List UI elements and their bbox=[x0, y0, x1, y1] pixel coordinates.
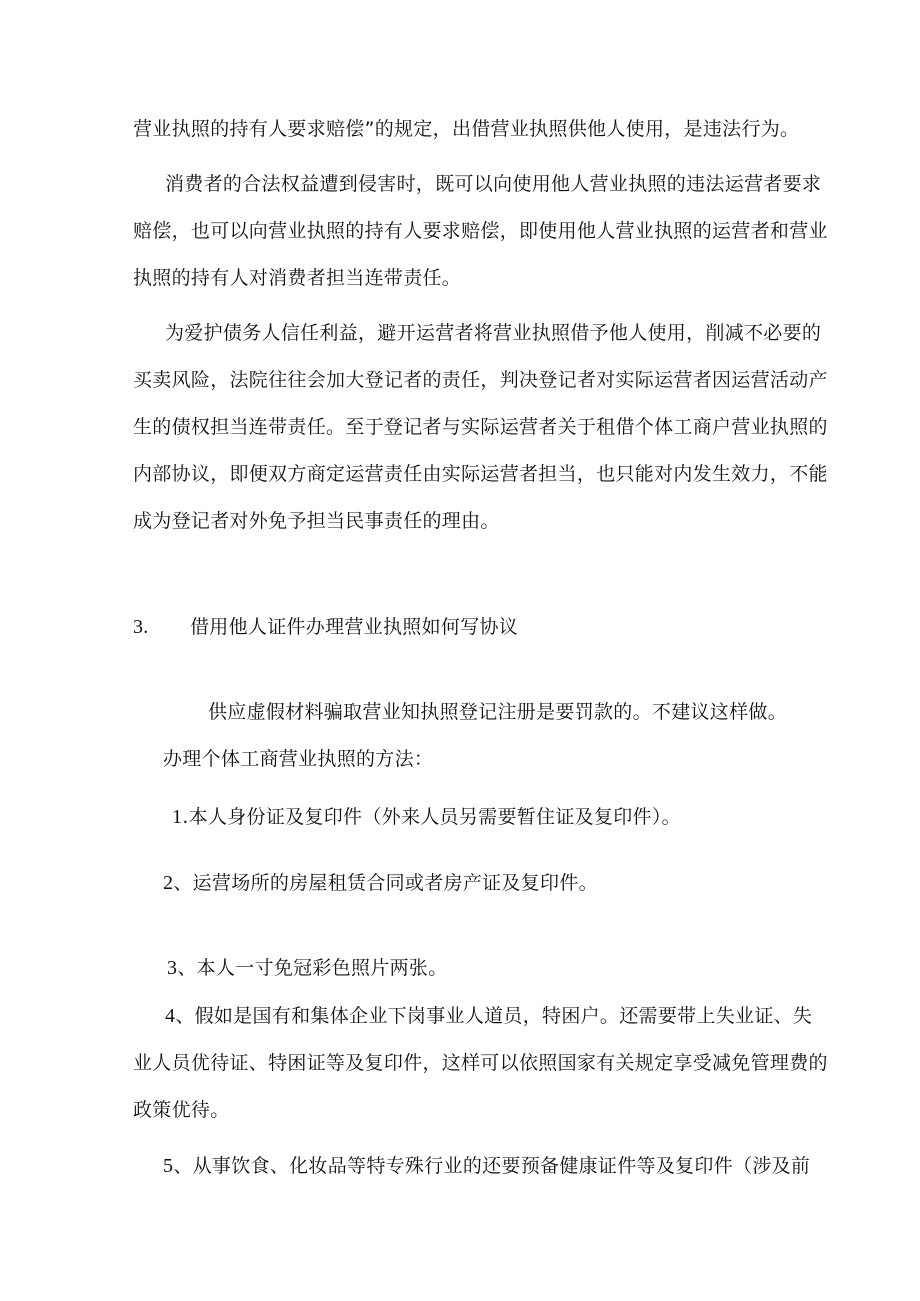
list-item-text: 、运营场所的房屋租赁合同或者房产证及复印件。 bbox=[173, 872, 598, 894]
list-item bbox=[163, 870, 598, 896]
list-item-continuation: 政策优待。 bbox=[133, 1099, 230, 1121]
list-item-number: 3 bbox=[167, 957, 178, 979]
paragraph-line: 供应虚假材料骗取营业知执照登记注册是要罚款的。不建议这样做。 bbox=[208, 701, 788, 723]
list-item-number: 5 bbox=[163, 1155, 174, 1177]
paragraph-line: 执照的持有人对消费者担当连带责任。 bbox=[133, 267, 462, 289]
list-item-number: 4 bbox=[165, 1005, 176, 1027]
section-number: 3. bbox=[133, 616, 149, 638]
paragraph-line: 买卖风险，法院往往会加大登记者的责任，判决登记者对实际运营者因运营活动产 bbox=[133, 369, 828, 391]
list-item-text: .本人身份证及复印件（外来人员另需要暂住证及复印件）。 bbox=[182, 806, 681, 828]
paragraph-line: 营业执照的持有人要求赔偿”的规定，出借营业执照供他人使用，是违法行为。 bbox=[133, 118, 800, 140]
section-title: 借用他人证件办理营业执照如何写协议 bbox=[190, 616, 519, 638]
list-item-number: 2 bbox=[163, 872, 174, 894]
list-item-text: 、本人一寸免冠彩色照片两张。 bbox=[177, 957, 448, 979]
paragraph-line: 赔偿，也可以向营业执照的持有人要求赔偿，即使用他人营业执照的运营者和营业 bbox=[133, 220, 828, 242]
list-item bbox=[172, 804, 681, 830]
list-item-text: 、从事饮食、化妆品等特专殊行业的还要预备健康证件等及复印件（涉及前 bbox=[173, 1155, 811, 1177]
paragraph-line: 办理个体工商营业执照的方法： bbox=[163, 748, 434, 770]
list-item bbox=[163, 1153, 810, 1179]
paragraph-line: 成为登记者对外免予担当民事责任的理由。 bbox=[133, 510, 500, 532]
list-item-number: 1 bbox=[172, 806, 183, 828]
paragraph-line: 为爱护债务人信任利益，避开运营者将营业执照借予他人使用，削减不必要的 bbox=[165, 322, 822, 344]
list-item bbox=[167, 955, 448, 981]
paragraph-line: 内部协议，即便双方商定运营责任由实际运营者担当，也只能对内发生效力，不能 bbox=[133, 463, 828, 485]
list-item-text: 、假如是国有和集体企业下岗事业人道员，特困户。还需要带上失业证、失 bbox=[175, 1005, 813, 1027]
paragraph-line: 生的债权担当连带责任。至于登记者与实际运营者关于租借个体工商户营业执照的 bbox=[133, 416, 828, 438]
paragraph-line: 消费者的合法权益遭到侵害时，既可以向使用他人营业执照的违法运营者要求 bbox=[165, 173, 822, 195]
list-item-continuation: 业人员优待证、特困证等及复印件，这样可以依照国家有关规定享受减免管理费的 bbox=[133, 1052, 828, 1074]
list-item bbox=[165, 1003, 812, 1029]
